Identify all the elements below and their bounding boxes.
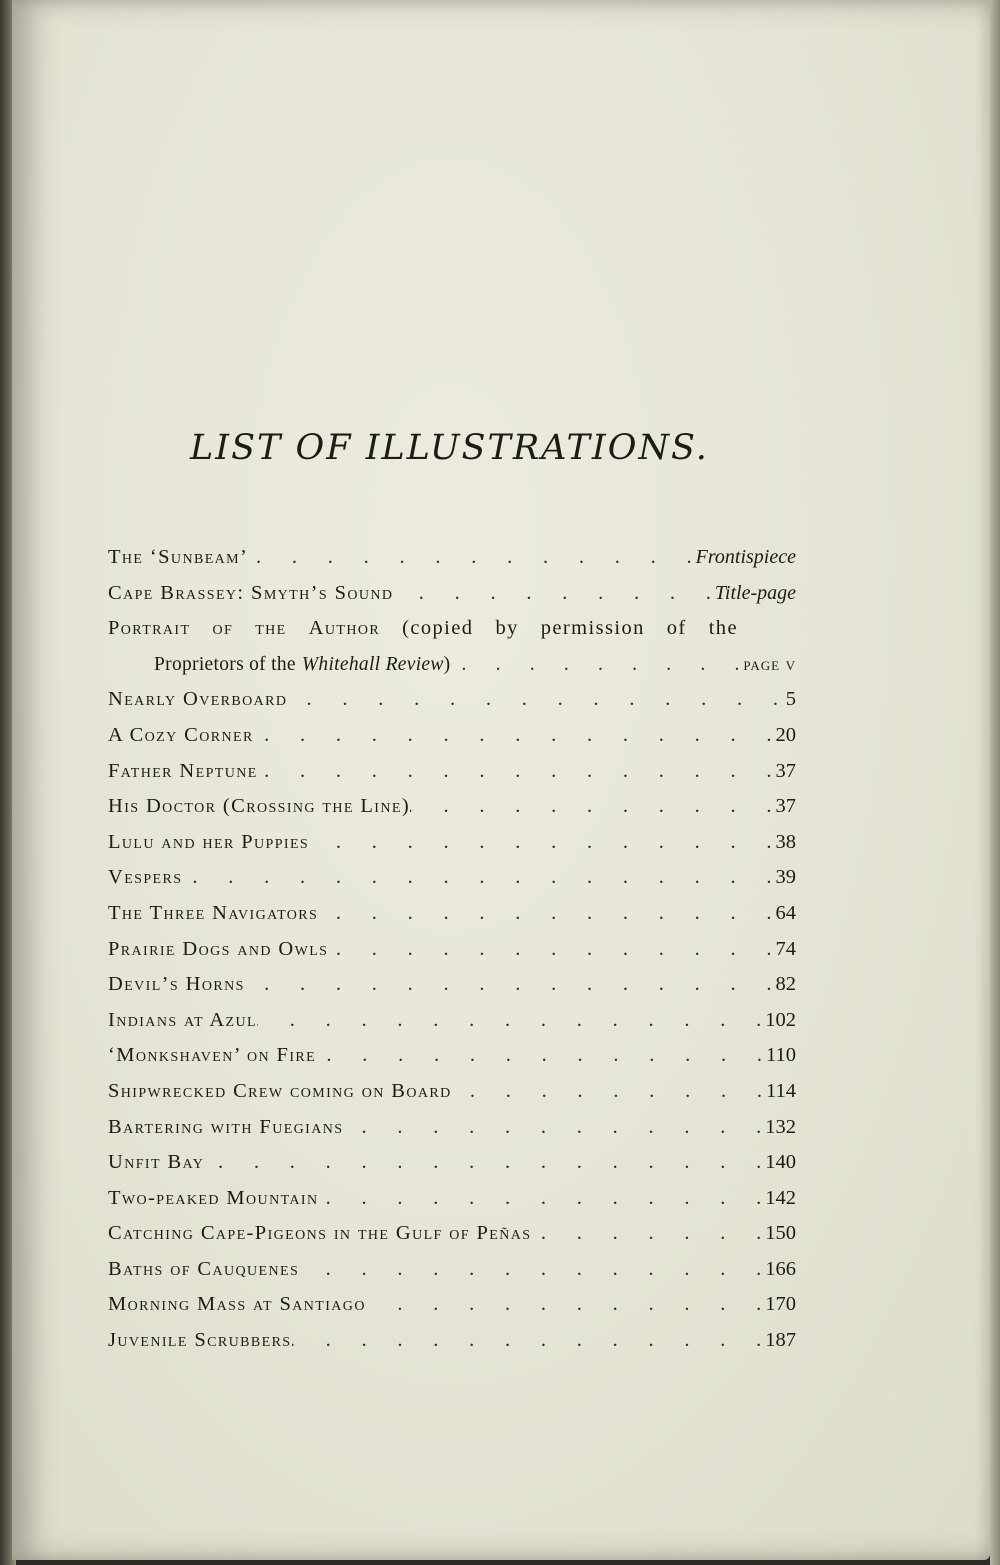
leader-dots [245, 967, 776, 1003]
entry-label: A Cozy Corner [108, 723, 254, 746]
portrait-entry-line-2 [108, 647, 796, 683]
leader-dots [450, 647, 743, 683]
entry-label: Bartering with Fuegians [108, 1115, 344, 1138]
entry-page: 82 [775, 973, 796, 996]
entry-label-italic: Whitehall Review [301, 653, 444, 675]
leader-dots [204, 1145, 765, 1181]
entry-label: ‘Monkshaven’ on Fire [108, 1044, 317, 1067]
list-item [108, 1216, 796, 1252]
leader-dots [287, 682, 782, 718]
list-item [108, 540, 796, 576]
entry-label: Catching Cape-Pigeons in the Gulf of Peñas [108, 1222, 532, 1245]
entry-page: 102 [765, 1008, 796, 1031]
entry-label-word: of [212, 617, 234, 640]
entry-page: 132 [765, 1115, 796, 1138]
leader-dots [393, 576, 714, 612]
leader-dots [257, 1003, 765, 1039]
entry-page: 74 [775, 937, 796, 960]
entry-label: Cape Brassey: Smyth’s Sound [108, 581, 394, 604]
entry-label: Father Neptune [108, 759, 258, 782]
entry-label: Nearly Overboard [108, 688, 288, 711]
entry-page: Frontispiece [695, 546, 796, 568]
list-item [108, 1145, 796, 1181]
entry-label: His Doctor (Crossing the Line) [108, 795, 411, 818]
list-item [108, 967, 796, 1003]
leader-dots [328, 932, 775, 968]
entry-page: 142 [765, 1186, 796, 1209]
entry-label: The ‘Sunbeam’ [108, 546, 249, 568]
entry-page: 170 [765, 1293, 796, 1316]
list-item [108, 1323, 796, 1359]
entry-label-word: Portrait [108, 617, 191, 640]
list-item [108, 1252, 796, 1288]
entry-label: Prairie Dogs and Owls [108, 937, 329, 960]
entry-page: 140 [765, 1151, 796, 1174]
leader-dots [316, 1038, 766, 1074]
leader-dots [319, 1181, 766, 1217]
leader-dots [318, 896, 775, 932]
leader-dots [343, 1110, 765, 1146]
entry-page: 150 [765, 1222, 796, 1245]
entry-page: 5 [785, 688, 796, 711]
entry-page: 64 [775, 901, 796, 924]
entry-page: 166 [765, 1257, 796, 1280]
entry-label: Devil’s Horns [108, 973, 245, 996]
list-item [108, 896, 796, 932]
leader-dots [452, 1074, 766, 1110]
list-item [108, 825, 796, 861]
entry-label-word: the [708, 617, 738, 640]
entry-page: 37 [775, 795, 796, 818]
entry-label-prefix: Proprietors of the [154, 653, 296, 675]
list-item [108, 682, 796, 718]
list-item [108, 576, 796, 612]
list-item [108, 1287, 796, 1323]
entry-label: Indians at Azul [108, 1008, 257, 1031]
list-item [108, 1038, 796, 1074]
entry-label: Juvenile Scrubbers [108, 1329, 292, 1352]
entry-label: Lulu and her Puppies [108, 830, 310, 853]
leader-dots [182, 860, 775, 896]
list-item [108, 1181, 796, 1217]
entry-label-word: the [255, 617, 287, 640]
entry-page: 20 [775, 723, 796, 746]
page-edge [990, 0, 1000, 1565]
illustration-list [108, 540, 796, 1359]
entry-page: Title-page [714, 581, 796, 604]
list-item [108, 860, 796, 896]
entry-page: 39 [775, 866, 796, 889]
leader-dots [309, 825, 775, 861]
list-item [108, 1003, 796, 1039]
portrait-entry-line-1 [108, 611, 796, 647]
leader-dots [299, 1252, 765, 1288]
entry-page: page v [743, 653, 796, 674]
leader-dots [366, 1287, 765, 1323]
leader-dots [292, 1323, 766, 1359]
entry-page: 38 [775, 830, 796, 853]
list-item [108, 789, 796, 825]
entry-label: Unfit Bay [108, 1151, 205, 1174]
entry-label-word: (copied [402, 617, 474, 640]
list-item [108, 754, 796, 790]
entry-page: 110 [766, 1044, 796, 1067]
list-item [108, 932, 796, 968]
leader-dots [254, 718, 776, 754]
entry-label: Vespers [108, 866, 183, 889]
entry-label-word: permission [540, 617, 645, 640]
list-item [108, 718, 796, 754]
entry-label-word: of [666, 617, 687, 640]
leader-dots [258, 754, 776, 790]
entry-label-suffix: ) [443, 653, 451, 675]
leader-dots [531, 1216, 765, 1252]
list-item [108, 1110, 796, 1146]
entry-page: 37 [775, 759, 796, 782]
entry-label: Two-peaked Mountain [108, 1186, 319, 1209]
list-item [108, 1074, 796, 1110]
entry-page: 114 [766, 1079, 796, 1102]
entry-label: Morning Mass at Santiago [108, 1293, 366, 1316]
entry-label: Shipwrecked Crew coming on Board [108, 1079, 452, 1102]
entry-label-word: Author [308, 617, 381, 640]
entry-label-word: by [495, 617, 519, 640]
entry-page: 187 [765, 1329, 796, 1352]
leader-dots [248, 540, 695, 576]
entry-label: The Three Navigators [108, 901, 319, 924]
leader-dots [410, 789, 775, 825]
entry-label: Baths of Cauquenes [108, 1257, 300, 1280]
page-title: LIST OF ILLUSTRATIONS. [190, 428, 709, 468]
